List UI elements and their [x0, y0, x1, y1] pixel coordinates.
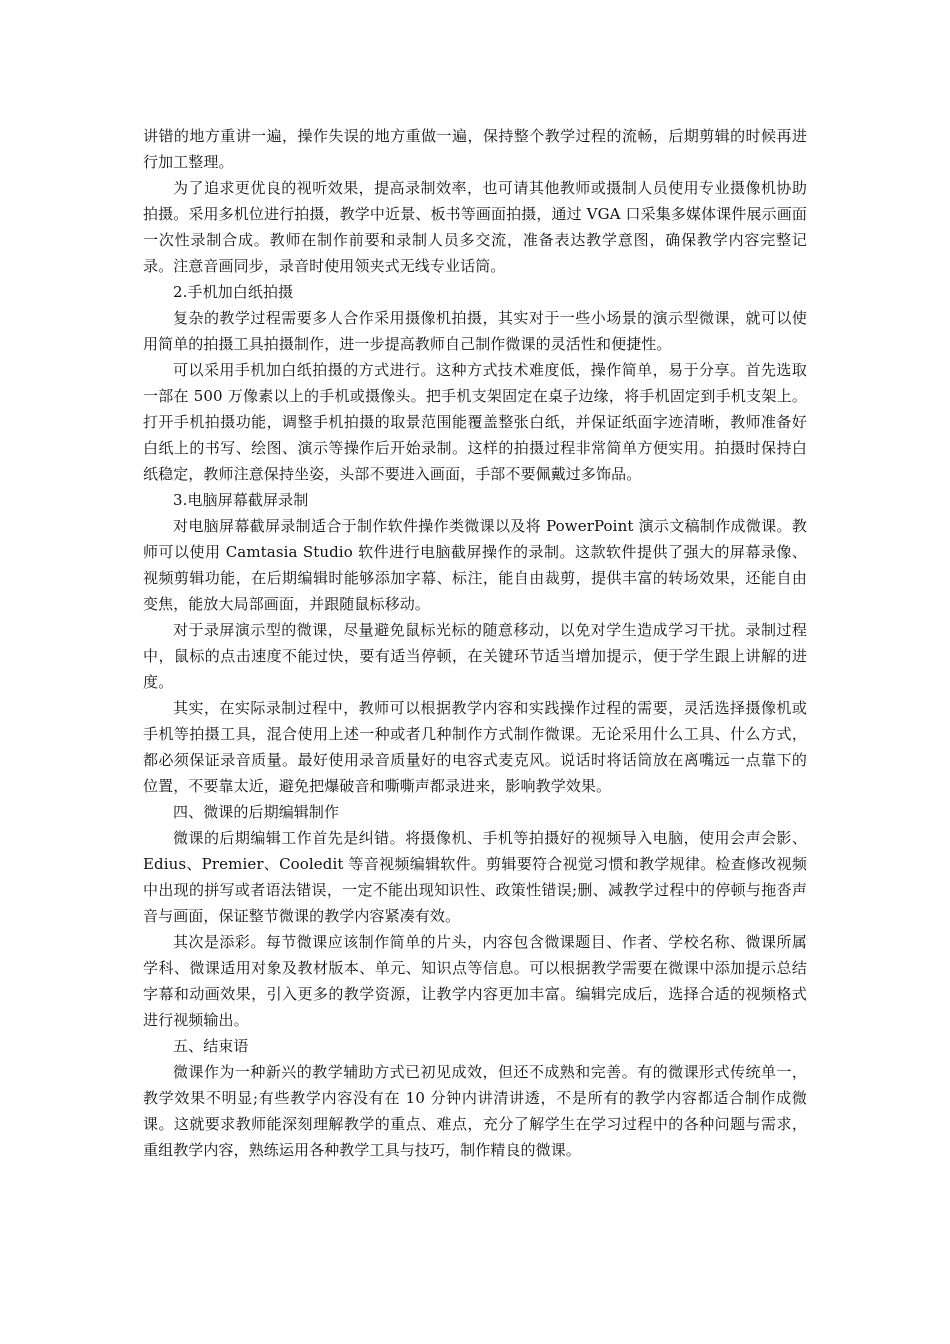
paragraph-continuation: 讲错的地方重讲一遍，操作失误的地方重做一遍，保持整个教学过程的流畅，后期剪辑的时候再进行加工整理。: [143, 127, 807, 171]
paragraph-screen-software: 对电脑屏幕截屏录制适合于制作软件操作类微课以及将 PowerPoint 演示文稿制作成微课。教师可以使用 Camtasia Studio 软件进行电脑截屏操作的录制。这款软件提供了强大的屏幕录像、视频剪辑功能，在后期编辑时能够添加字幕、标注，能自由裁剪，提供丰富的转场效果，还能自由变焦，能放大局部画面，并跟随鼠标移动。: [143, 517, 807, 613]
paragraph-embellishment: 其次是添彩。每节微课应该制作简单的片头，内容包含微课题目、作者、学校名称、微课所属学科、微课适用对象及教材版本、单元、知识点等信息。可以根据教学需要在微课中添加提示总结字幕和动画效果，引入更多的教学资源，让教学内容更加丰富。编辑完成后，选择合适的视频格式进行视频输出。: [143, 933, 807, 1029]
paragraph-mixed-methods: 其实，在实际录制过程中，教师可以根据教学内容和实践操作过程的需要，灵活选择摄像机或手机等拍摄工具，混合使用上述一种或者几种制作方式制作微课。无论采用什么工具、什么方式，都必须保证录音质量。最好使用录音质量好的电容式麦克风。说话时将话筒放在离嘴远一点靠下的位置，不要靠太近，避免把爆破音和嘶嘶声都录进来，影响教学效果。: [143, 699, 807, 795]
heading-screen-recording: 3.电脑屏幕截屏录制: [173, 491, 309, 509]
paragraph-conclusion: 微课作为一种新兴的教学辅助方式已初见成效，但还不成熟和完善。有的微课形式传统单一，教学效果不明显;有些教学内容没有在 10 分钟内讲清讲透，不是所有的教学内容都适合制作成微课。这就要求教师能深刻理解教学的重点、难点，充分了解学生在学习过程中的各种问题与需求，重组教学内容，熟练运用各种教学工具与技巧，制作精良的微课。: [143, 1063, 807, 1159]
paragraph-phone-method: 可以采用手机加白纸拍摄的方式进行。这种方式技术难度低，操作简单，易于分享。首先选取一部在 500 万像素以上的手机或摄像头。把手机支架固定在桌子边缘，将手机固定到手机支架上。打开手机拍摄功能，调整手机拍摄的取景范围能覆盖整张白纸，并保证纸面字迹清晰，教师准备好白纸上的书写、绘图、演示等操作后开始录制。这样的拍摄过程非常简单方便实用。拍摄时保持白纸稳定，教师注意保持坐姿，头部不要进入画面，手部不要佩戴过多饰品。: [143, 361, 807, 483]
paragraph-multi-camera: 为了追求更优良的视听效果，提高录制效率，也可请其他教师或摄制人员使用专业摄像机协助拍摄。采用多机位进行拍摄，教学中近景、板书等画面拍摄，通过 VGA 口采集多媒体课件展示画面一次性录制合成。教师在制作前要和录制人员多交流，准备表达教学意图，确保教学内容完整记录。注意音画同步，录音时使用领夹式无线专业话筒。: [143, 179, 807, 275]
document-page: [143, 123, 807, 1163]
paragraph-error-correction: 微课的后期编辑工作首先是纠错。将摄像机、手机等拍摄好的视频导入电脑，使用会声会影、Edius、Premier、Cooledit 等音视频编辑软件。剪辑要符合视觉习惯和教学规律。检查修改视频中出现的拼写或者语法错误，一定不能出现知识性、政策性错误;删、减教学过程中的停顿与拖沓声音与画面，保证整节微课的教学内容紧凑有效。: [143, 829, 807, 925]
heading-phone-paper: 2.手机加白纸拍摄: [173, 283, 294, 301]
paragraph-cursor-tips: 对于录屏演示型的微课，尽量避免鼠标光标的随意移动，以免对学生造成学习干扰。录制过程中，鼠标的点击速度不能过快，要有适当停顿，在关键环节适当增加提示，便于学生跟上讲解的进度。: [143, 621, 807, 691]
heading-conclusion: 五、结束语: [173, 1037, 249, 1055]
paragraph-simple-tools: 复杂的教学过程需要多人合作采用摄像机拍摄，其实对于一些小场景的演示型微课，就可以使用简单的拍摄工具拍摄制作，进一步提高教师自己制作微课的灵活性和便捷性。: [143, 309, 807, 353]
heading-post-editing: 四、微课的后期编辑制作: [173, 803, 340, 821]
